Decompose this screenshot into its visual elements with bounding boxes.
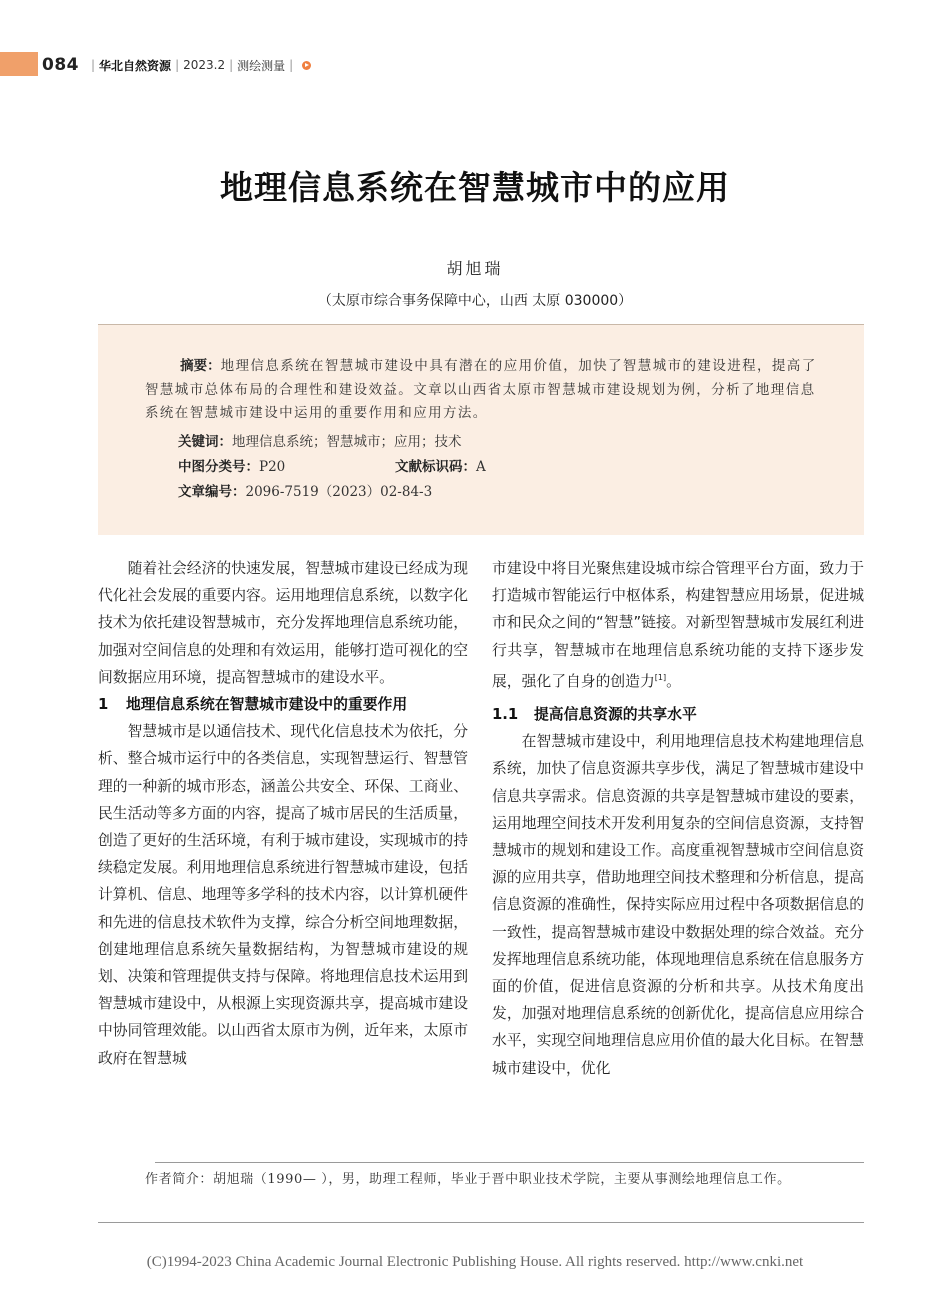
- header-accent-bar: [0, 52, 38, 76]
- clc-label: 中图分类号：: [178, 459, 259, 475]
- keywords-text: 地理信息系统；智慧城市；应用；技术: [232, 434, 462, 450]
- footnote-top-rule: [155, 1162, 864, 1163]
- article-no-line: [178, 481, 432, 503]
- page-number: 084: [42, 55, 79, 75]
- article-no-value: 2096-7519（2023）02-84-3: [245, 484, 433, 500]
- header-separator: |: [229, 58, 234, 72]
- continued-paragraph: [492, 555, 864, 695]
- play-circle-icon: [302, 61, 311, 70]
- author-name: 胡旭瑞: [446, 259, 504, 278]
- running-header: [42, 54, 311, 76]
- journal-name: 华北自然资源: [99, 58, 172, 73]
- section-1-1-title: 提高信息资源的共享水平: [534, 705, 697, 723]
- continued-text: 市建设中将目光聚焦建设城市综合管理平台方面，致力于打造城市智能运行中枢体系，构建智慧应用场景，促进城市和民众之间的“智慧”链接。对新型智慧城市发展红利进行共享，智慧城市在地理信息系统功能的支持下逐步发展，强化了自身的创造力: [492, 560, 864, 690]
- abstract-text: 地理信息系统在智慧城市建设中具有潜在的应用价值，加快了智慧城市的建设进程，提高了智慧城市总体布局的合理性和建设效益。文章以山西省太原市智慧城市建设规划为例，分析了地理信息系统在智慧城市建设中运用的重要作用和应用方法。: [145, 358, 817, 421]
- left-column: [98, 555, 468, 1072]
- keywords-label: 关键词：: [178, 434, 232, 450]
- section-1-1-paragraph: 在智慧城市建设中，利用地理信息技术构建地理信息系统，加快了信息资源共享步伐，满足了智慧城市建设中信息共享需求。信息资源的共享是智慧城市建设的要素，运用地理空间技术开发利用复杂的空间信息资源，支持智慧城市的规划和建设工作。高度重视智慧城市空间信息资源的应用共享，借助地理空间技术整理和分析信息，提高信息资源的准确性，保持实际应用过程中各项数据信息的一致性，提高智慧城市建设中数据处理的综合效益。充分发挥地理信息系统功能，体现地理信息系统在信息服务方面的价值，促进信息资源的分析和共享。从技术角度出发，加强对地理信息系统的创新优化，提高信息应用综合水平，实现空间地理信息应用价值的最大化目标。在智慧城市建设中，优化: [492, 733, 864, 1077]
- author-affiliation: （太原市综合事务保障中心，山西 太原 030000）: [317, 293, 633, 309]
- doc-code-label: 文献标识码：: [395, 459, 476, 475]
- article-no-label: 文章编号：: [178, 484, 246, 500]
- reference-mark[interactable]: [1]: [654, 672, 667, 682]
- section-name: 测绘测量: [237, 58, 286, 73]
- section-1-title: 地理信息系统在智慧城市建设中的重要作用: [126, 696, 408, 714]
- header-separator: |: [91, 58, 96, 72]
- copyright-line: (C)1994-2023 China Academic Journal Electronic Publishing House. All rights reserved. http://www.cnki.net: [146, 1254, 804, 1270]
- section-1-number: 1: [98, 696, 109, 714]
- article-title: 地理信息系统在智慧城市中的应用: [220, 168, 730, 207]
- header-separator: |: [175, 58, 180, 72]
- abstract-label: 摘要：: [180, 358, 221, 374]
- section-1-1-heading: [492, 701, 864, 728]
- clc-value: P20: [259, 459, 286, 475]
- author-bio-footnote: 作者简介：胡旭瑞（1990— ），男，助理工程师，毕业于晋中职业技术学院，主要从事测绘地理信息工作。: [145, 1172, 791, 1187]
- right-column: [492, 555, 864, 1082]
- section-1-1-number: 1.1: [492, 705, 519, 723]
- clc-line: [178, 456, 285, 478]
- keywords-line: [178, 431, 462, 453]
- doc-code-line: [395, 456, 486, 478]
- continued-end: 。: [666, 672, 681, 690]
- footnote-bottom-rule: [98, 1222, 864, 1223]
- section-1-paragraph: 智慧城市是以通信技术、现代化信息技术为依托，分析、整合城市运行中的各类信息，实现智慧运行、智慧管理的一种新的城市形态，涵盖公共安全、环保、工商业、民生活动等多方面的内容，提高了城市居民的生活质量，创造了更好的生活环境，有利于城市建设，实现城市的持续稳定发展。利用地理信息系统进行智慧城市建设，包括计算机、信息、地理等多学科的技术内容，以计算机硬件和先进的信息技术软件为支撑，综合分析空间地理数据，创建地理信息系统矢量数据结构，为智慧城市建设的规划、决策和管理提供支持与保障。将地理信息技术运用到智慧城市建设中，从根源上实现资源共享，提高城市建设中协同管理效能。以山西省太原市为例，近年来，太原市政府在智慧城: [98, 723, 468, 1067]
- section-1-heading: [98, 691, 468, 718]
- intro-paragraph: 随着社会经济的快速发展，智慧城市建设已经成为现代化社会发展的重要内容。运用地理信息系统，以数字化技术为依托建设智慧城市，充分发挥地理信息系统功能，加强对空间信息的处理和有效运用，能够打造可视化的空间数据应用环境，提高智慧城市的建设水平。: [98, 560, 468, 686]
- abstract: [145, 355, 825, 426]
- header-separator: |: [289, 58, 294, 72]
- issue-number: 2023.2: [183, 58, 226, 72]
- doc-code-value: A: [476, 459, 486, 475]
